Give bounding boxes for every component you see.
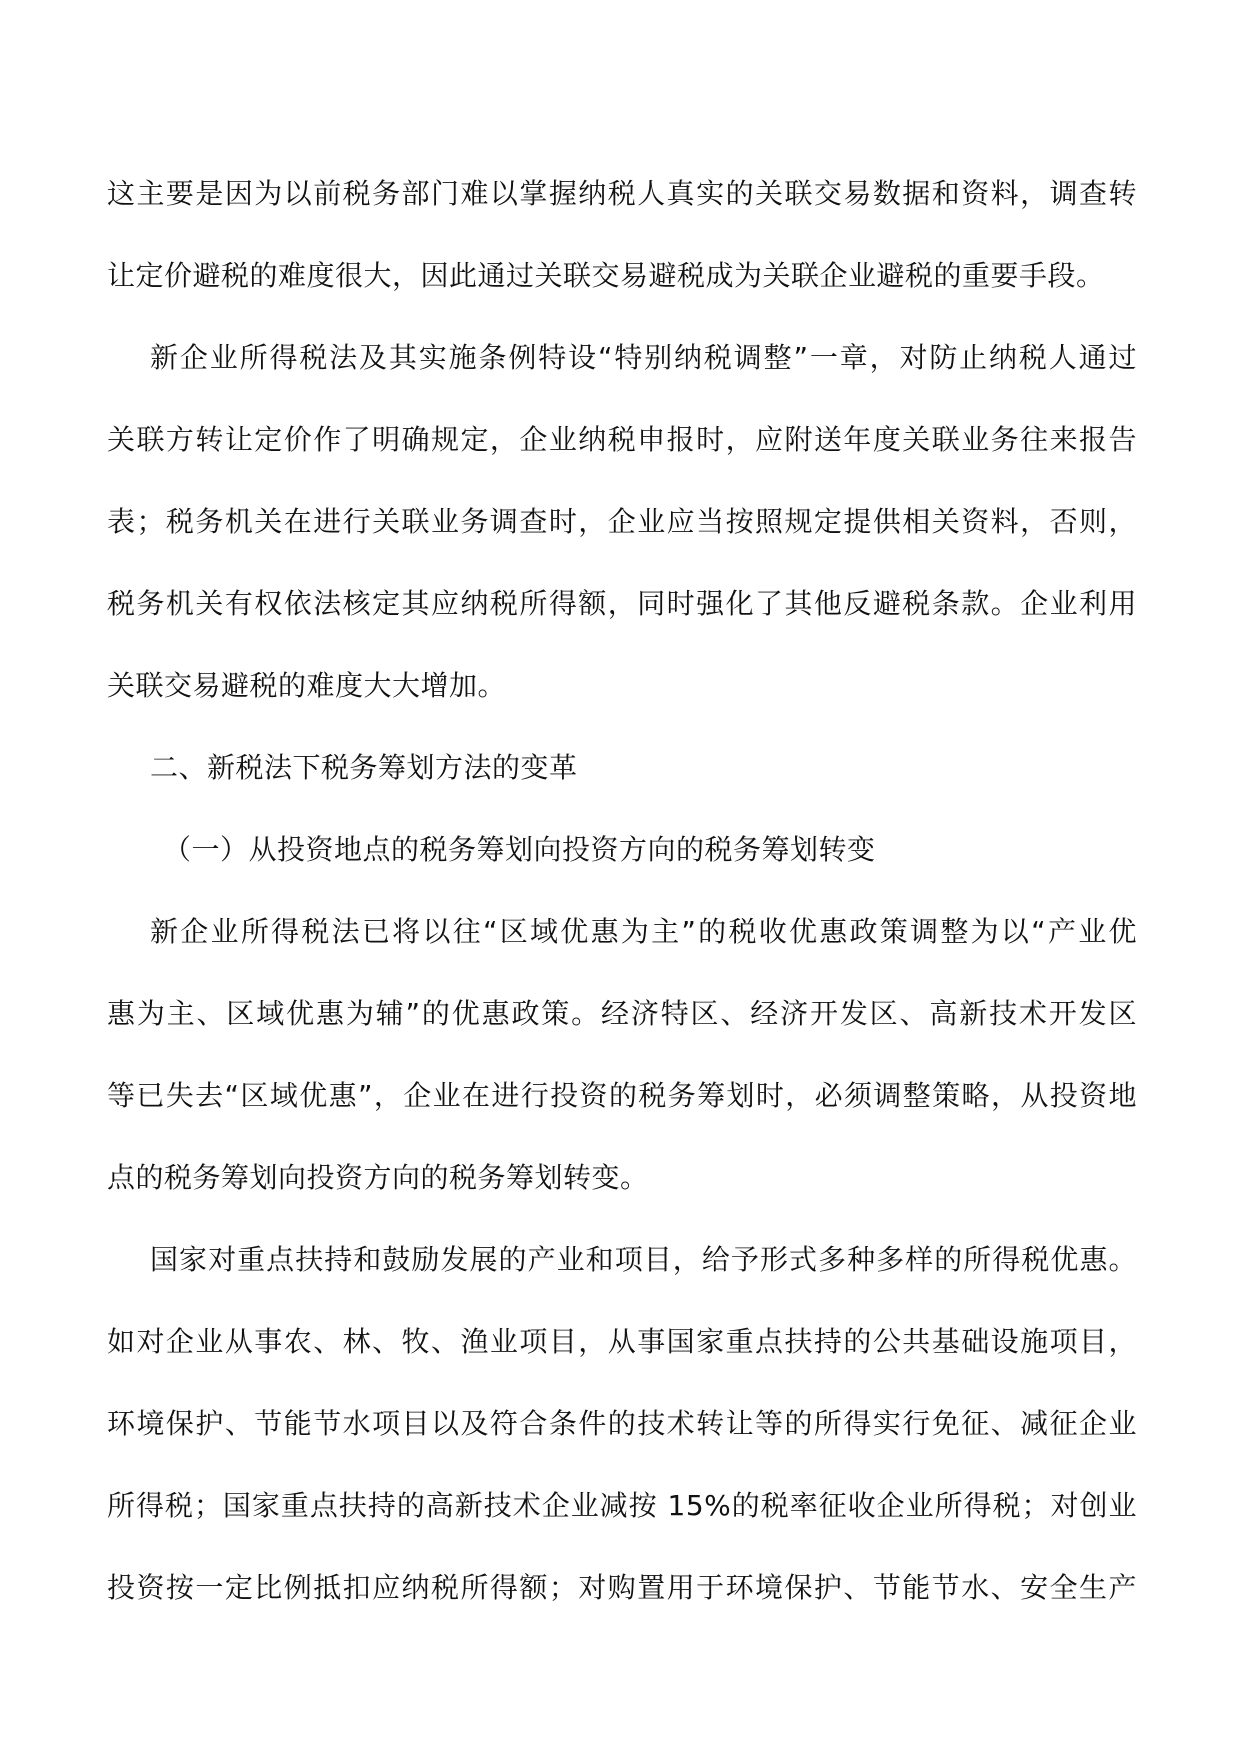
paragraph-line: 新企业所得税法已将以往“区域优惠为主”的税收优惠政策调整为以“产业优	[150, 915, 1137, 948]
paragraph-line: 表；税务机关在进行关联业务调查时，企业应当按照规定提供相关资料，否则，	[107, 505, 1137, 538]
paragraph-line: 新企业所得税法及其实施条例特设“特别纳税调整”一章，对防止纳税人通过	[150, 341, 1137, 374]
paragraph-line: 关联方转让定价作了明确规定，企业纳税申报时，应附送年度关联业务往来报告	[107, 423, 1137, 456]
paragraph-line: 环境保护、节能节水项目以及符合条件的技术转让等的所得实行免征、减征企业	[107, 1407, 1137, 1440]
paragraph-line: 投资按一定比例抵扣应纳税所得额；对购置用于环境保护、节能节水、安全生产	[107, 1571, 1137, 1604]
section-heading: 二、新税法下税务筹划方法的变革	[150, 751, 578, 784]
paragraph-line: 这主要是因为以前税务部门难以掌握纳税人真实的关联交易数据和资料，调查转	[107, 177, 1137, 210]
paragraph-line: 让定价避税的难度很大，因此通过关联交易避税成为关联企业避税的重要手段。	[107, 259, 1105, 292]
subsection-heading: （一）从投资地点的税务筹划向投资方向的税务筹划转变	[163, 833, 876, 866]
paragraph-line: 惠为主、区域优惠为辅”的优惠政策。经济特区、经济开发区、高新技术开发区	[107, 997, 1137, 1030]
paragraph-line: 国家对重点扶持和鼓励发展的产业和项目，给予形式多种多样的所得税优惠。	[150, 1243, 1137, 1276]
paragraph-line: 税务机关有权依法核定其应纳税所得额，同时强化了其他反避税条款。企业利用	[107, 587, 1137, 620]
paragraph-line: 点的税务筹划向投资方向的税务筹划转变。	[107, 1161, 649, 1194]
document-body	[107, 158, 1137, 1634]
paragraph-line: 如对企业从事农、林、牧、渔业项目，从事国家重点扶持的公共基础设施项目，	[107, 1325, 1137, 1358]
paragraph-line: 等已失去“区域优惠”，企业在进行投资的税务筹划时，必须调整策略，从投资地	[107, 1079, 1137, 1112]
paragraph-line: 关联交易避税的难度大大增加。	[107, 669, 507, 702]
paragraph-line: 所得税；国家重点扶持的高新技术企业减按 15%的税率征收企业所得税；对创业	[107, 1489, 1137, 1522]
